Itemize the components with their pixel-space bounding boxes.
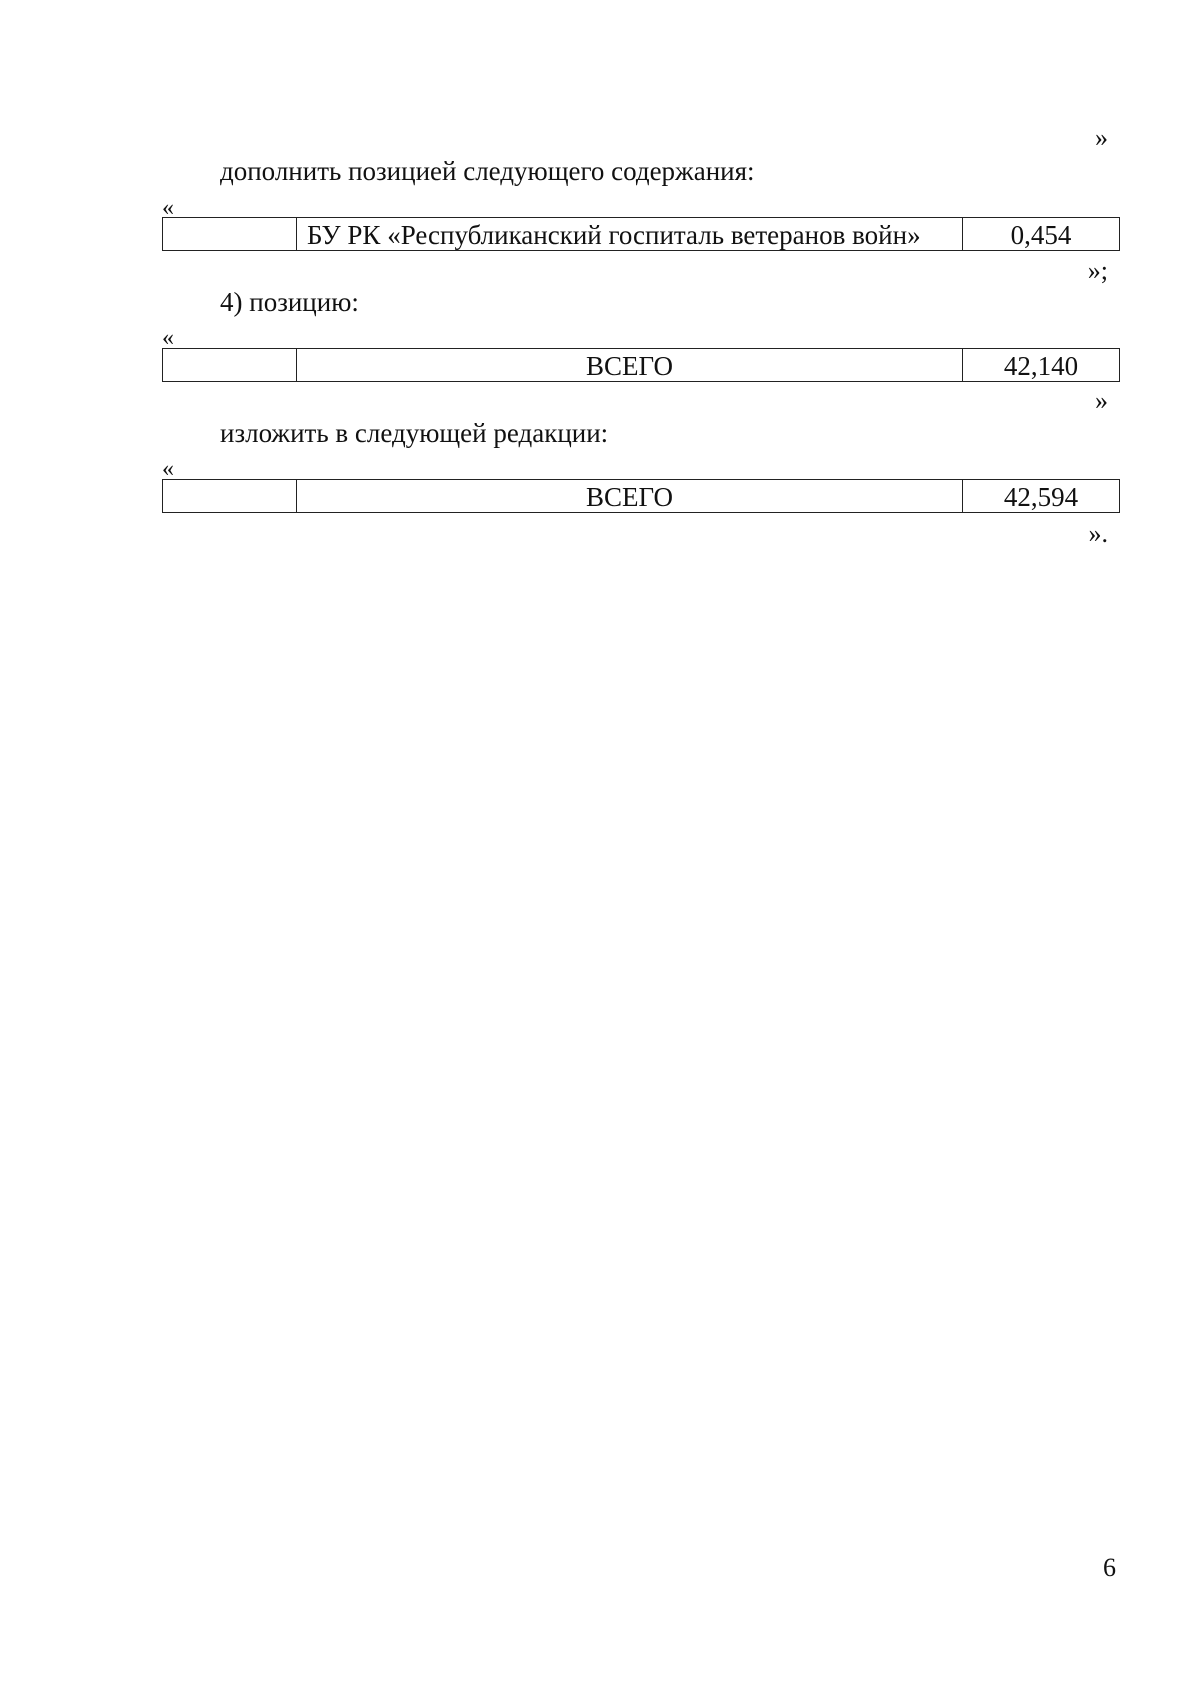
paragraph-add-position: дополнить позицией следующего содержания: bbox=[220, 156, 755, 186]
table-old-total bbox=[162, 348, 1120, 382]
closing-quote-top: » bbox=[1095, 123, 1108, 152]
closing-quote-1: »; bbox=[1087, 256, 1108, 285]
table-row bbox=[163, 218, 1120, 251]
table-cell-total-value: 42,594 bbox=[963, 480, 1120, 513]
table-cell-number bbox=[163, 218, 297, 251]
closing-quote-3: ». bbox=[1088, 519, 1108, 548]
table-added-position bbox=[162, 217, 1120, 251]
opening-quote-1: « bbox=[162, 195, 174, 221]
table-cell-total-label: ВСЕГО bbox=[297, 349, 963, 382]
page-number: 6 bbox=[1103, 1553, 1116, 1582]
paragraph-item-4: 4) позицию: bbox=[220, 287, 359, 317]
table-row bbox=[163, 349, 1120, 382]
paragraph-new-edition: изложить в следующей редакции: bbox=[220, 418, 609, 448]
table-cell-total-value: 42,140 bbox=[963, 349, 1120, 382]
table-cell-value: 0,454 bbox=[963, 218, 1120, 251]
table-cell-institution: БУ РК «Республиканский госпиталь ветеранов войн» bbox=[297, 218, 963, 251]
table-cell-number bbox=[163, 480, 297, 513]
table-new-total bbox=[162, 479, 1120, 513]
table-row bbox=[163, 480, 1120, 513]
table-cell-total-label: ВСЕГО bbox=[297, 480, 963, 513]
opening-quote-3: « bbox=[162, 456, 174, 482]
closing-quote-2: » bbox=[1095, 386, 1108, 415]
table-cell-number bbox=[163, 349, 297, 382]
opening-quote-2: « bbox=[162, 325, 174, 351]
